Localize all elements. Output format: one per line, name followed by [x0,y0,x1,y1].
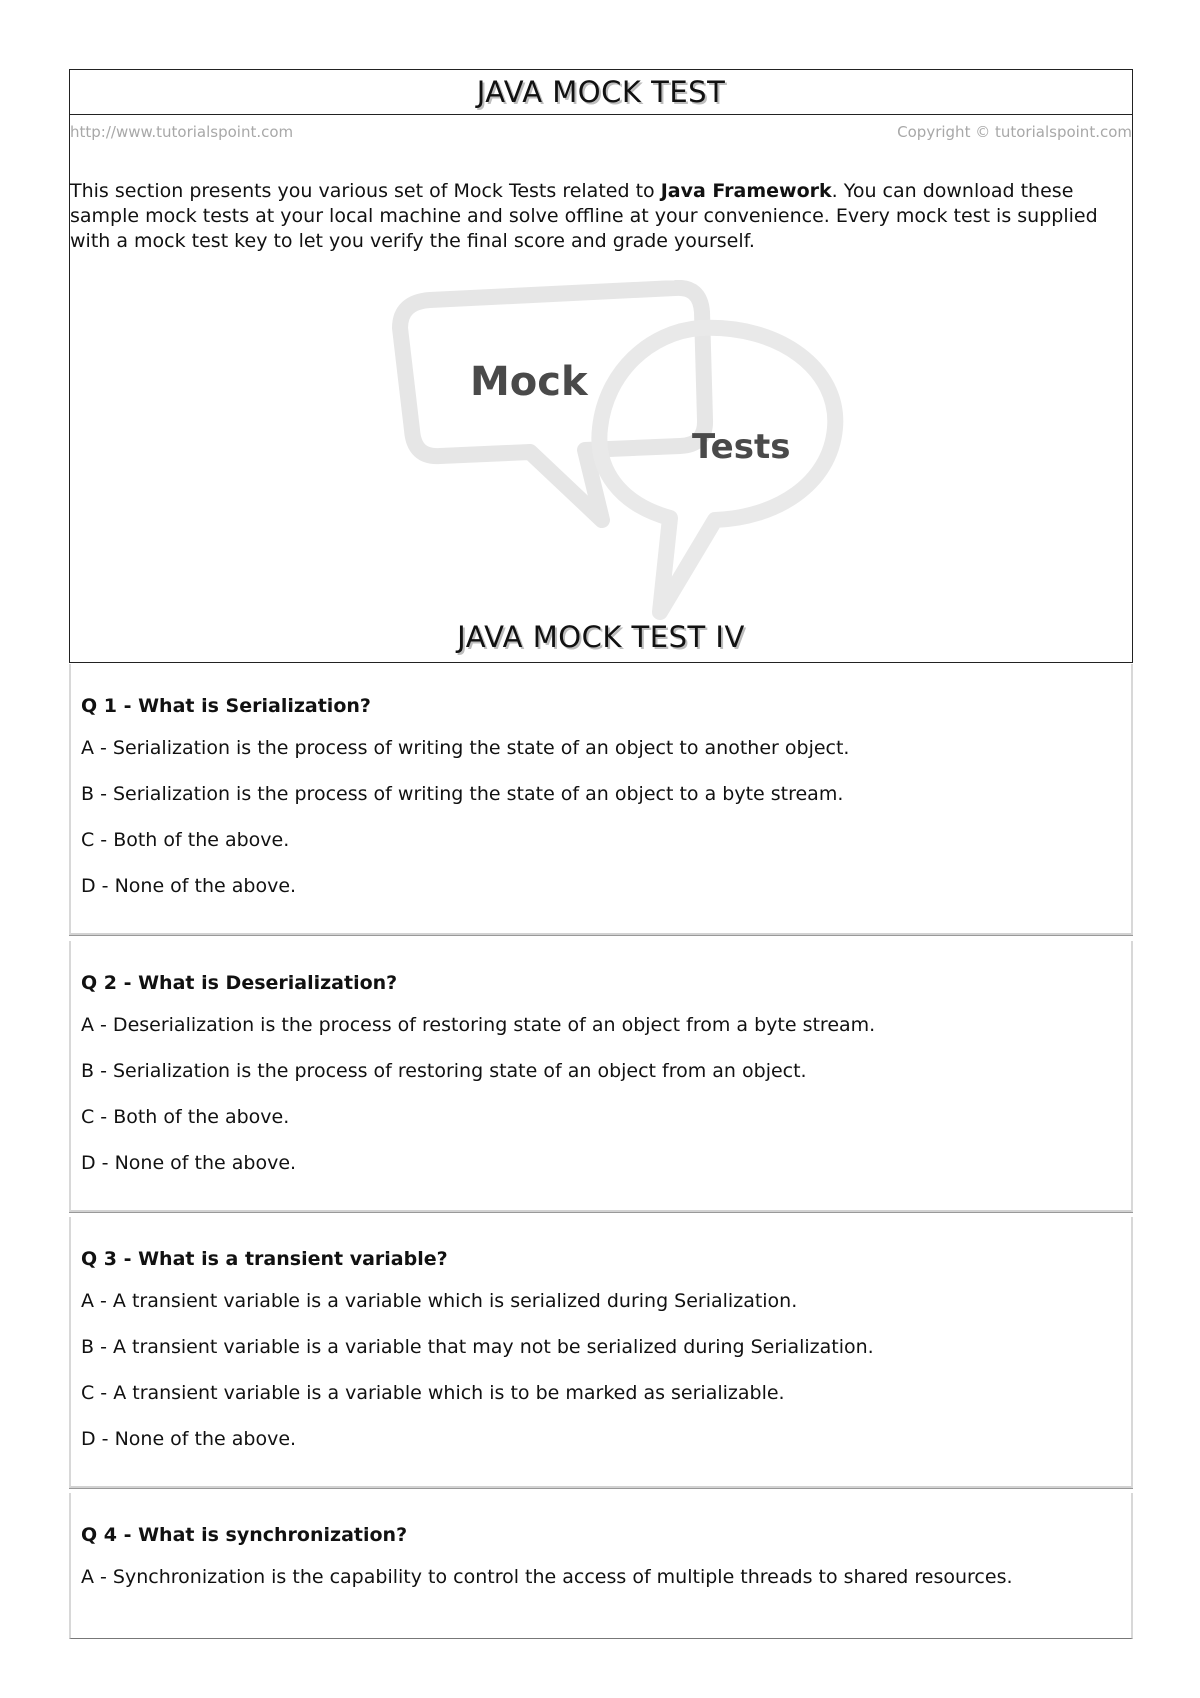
answer-option-c[interactable]: C - Both of the above. [81,1106,290,1128]
question-text: Q 3 - What is a transient variable? [81,1248,448,1270]
answer-option-c[interactable]: C - Both of the above. [81,829,290,851]
logo-word-tests: Tests [692,427,791,467]
title-bar [70,70,1132,115]
answer-option-b[interactable]: B - Serialization is the process of writing the state of an object to a byte stream. [81,783,844,805]
answer-option-a[interactable]: A - A transient variable is a variable which is serialized during Serialization. [81,1290,798,1312]
site-url-link[interactable]: http://www.tutorialspoint.com [70,123,294,141]
answer-option-c[interactable]: C - A transient variable is a variable which is to be marked as serializable. [81,1382,785,1404]
intro-text-start: This section presents you various set of Mock Tests related to [70,180,661,202]
mock-tests-logo [370,280,870,625]
test-subtitle: JAVA MOCK TEST IV [457,620,745,654]
answer-option-a[interactable]: A - Deserialization is the process of restoring state of an object from a byte stream. [81,1014,876,1036]
question-text: Q 4 - What is synchronization? [81,1524,408,1546]
question-text: Q 1 - What is Serialization? [81,695,371,717]
answer-option-d[interactable]: D - None of the above. [81,1152,297,1174]
speech-bubbles-icon [370,280,870,625]
answer-option-a[interactable]: A - Synchronization is the capability to control the access of multiple threads to shared resources. [81,1566,1013,1588]
question-block [69,664,1133,936]
answer-option-d[interactable]: D - None of the above. [81,875,297,897]
question-text: Q 2 - What is Deserialization? [81,972,398,994]
meta-row [70,115,1132,141]
answer-option-a[interactable]: A - Serialization is the process of writing the state of an object to another object. [81,737,850,759]
header-box [69,69,1133,663]
question-block [69,941,1133,1213]
intro-text-end: . You can download these sample mock tests at your local machine and solve offline at your convenience. Every mock test is supplied with a mock test key to let you verify the final score and grade yourself. [70,180,1098,252]
answer-option-b[interactable]: B - A transient variable is a variable that may not be serialized during Serialization. [81,1336,874,1358]
answer-option-d[interactable]: D - None of the above. [81,1428,297,1450]
question-block [69,1217,1133,1489]
intro-paragraph [70,179,1132,254]
copyright-text: Copyright © tutorialspoint.com [897,123,1132,141]
answer-option-b[interactable]: B - Serialization is the process of restoring state of an object from an object. [81,1060,807,1082]
intro-bold-topic: Java Framework [660,180,832,202]
logo-word-mock: Mock [470,359,588,405]
page-title: JAVA MOCK TEST [476,75,726,109]
question-block [69,1493,1133,1639]
